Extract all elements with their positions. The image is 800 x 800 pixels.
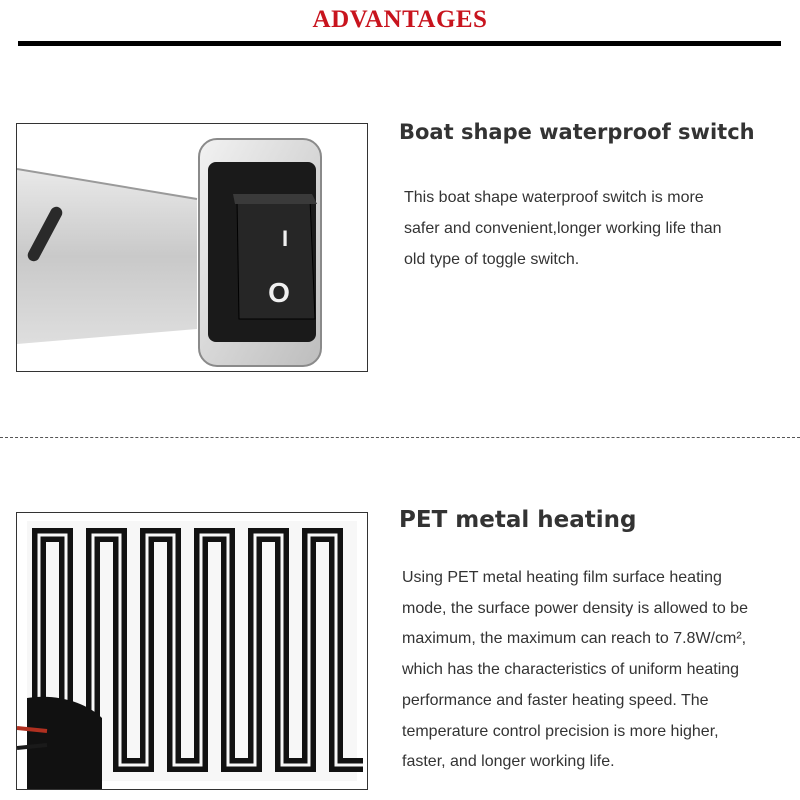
feature-body-switch <box>404 182 722 275</box>
title-rule <box>18 41 781 46</box>
body-line: faster, and longer working life. <box>402 753 615 771</box>
body-line: performance and faster heating speed. The <box>402 691 709 709</box>
feature-body-heating <box>402 563 748 778</box>
switch-image <box>16 123 368 372</box>
body-line: Using PET metal heating film surface heating <box>402 569 722 586</box>
feature-title-heating: PET metal heating <box>399 507 637 533</box>
section-title: ADVANTAGES <box>312 6 488 33</box>
switch-label-off: O <box>268 277 290 308</box>
body-line: safer and convenient,longer working life than <box>404 220 722 237</box>
heating-film-image <box>16 512 368 790</box>
body-line: old type of toggle switch. <box>404 251 580 268</box>
body-line: mode, the surface power density is allowed to be <box>402 599 748 617</box>
body-line: This boat shape waterproof switch is more <box>404 189 704 206</box>
body-line: temperature control precision is more higher, <box>402 722 719 740</box>
switch-label-on: I <box>281 226 289 251</box>
section-divider <box>0 437 800 438</box>
body-line: which has the characteristics of uniform heating <box>402 661 740 679</box>
feature-title-switch: Boat shape waterproof switch <box>399 120 755 144</box>
body-line: maximum, the maximum can reach to 7.8W/cm², <box>402 630 747 648</box>
